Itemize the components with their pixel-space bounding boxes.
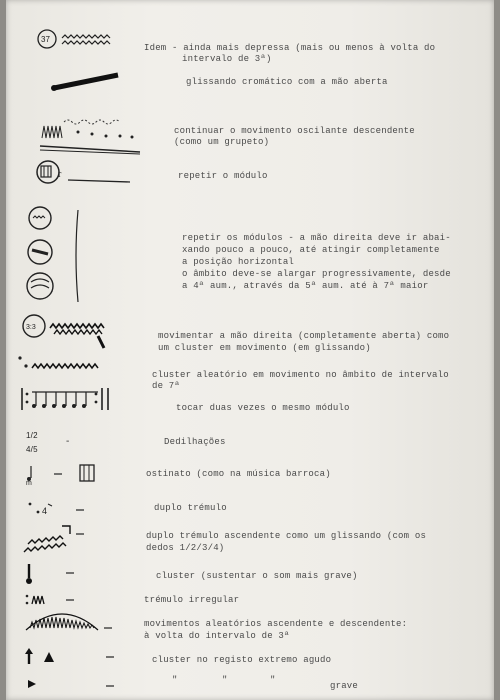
circled-number: 37 bbox=[41, 35, 50, 44]
entry-8-line-1: tocar duas vezes o mesmo módulo bbox=[176, 403, 350, 413]
entry-15-line-2: à volta do intervalo de 3ª bbox=[144, 631, 290, 641]
aleatoric-arch-icon bbox=[22, 604, 122, 639]
entry-7-line-2: de 7ª bbox=[152, 381, 181, 391]
repeat-mark: r bbox=[58, 169, 62, 180]
entry-6-line-1: movimentar a mão direita (completamente aberta) como bbox=[158, 331, 450, 341]
extreme-high-cluster-icon bbox=[24, 646, 124, 671]
entry-11-line-1: duplo trémulo bbox=[154, 503, 227, 513]
ditto-mark-3: " bbox=[270, 675, 276, 685]
entry-3-line-2: (como um grupeto) bbox=[174, 137, 270, 147]
tremolo-digit: 4 bbox=[42, 506, 48, 516]
svg-text:m: m bbox=[26, 480, 32, 487]
fingering-fraction-bottom: 4/5 bbox=[26, 445, 38, 454]
entry-6-line-2: um cluster em movimento (em glissando) bbox=[158, 343, 371, 353]
entry-14-line-1: trémulo irregular bbox=[144, 595, 240, 605]
repeat-twice-icon bbox=[18, 384, 114, 419]
repeat-module-icon bbox=[34, 158, 134, 195]
entry-5-line-1: repetir os módulos - a mão direita deve ir abai- bbox=[182, 233, 451, 243]
entry-5-line-3: a posição horizontal bbox=[182, 257, 295, 267]
oscillating-descending-icon bbox=[34, 108, 144, 161]
entry-3-line-1: continuar o movimento oscilante descendente bbox=[174, 126, 415, 136]
entry-9-dash: - bbox=[66, 436, 70, 447]
entry-12-line-2: dedos 1/2/3/4) bbox=[146, 543, 225, 553]
entry-16-line-1: cluster no registo extremo agudo bbox=[152, 655, 332, 665]
entry-4-line-1: repetir o módulo bbox=[178, 171, 268, 181]
circled-cluster-tremolo-icon bbox=[20, 314, 112, 359]
entry-15-line-1: movimentos aleatórios ascendente e descendente: bbox=[144, 619, 408, 629]
glissando-bar-icon bbox=[48, 70, 124, 97]
entry-1-line-1: Idem - ainda mais depressa (mais ou menos à volta do bbox=[144, 43, 436, 53]
entry-1-line-2: intervalo de 3ª) bbox=[182, 54, 272, 64]
entry-10-line-1: ostinato (como na música barroca) bbox=[146, 469, 331, 479]
ditto-mark-2: " bbox=[222, 675, 228, 685]
entry-5-line-4: o âmbito deve-se alargar progressivamente, desde bbox=[182, 269, 451, 279]
entry-5-line-2: xando pouco a pouco, até atingir completamente bbox=[182, 245, 440, 255]
document-page bbox=[6, 0, 494, 700]
circled-modules-icon bbox=[22, 204, 92, 309]
entry-12-line-1: duplo trémulo ascendente como um glissando (com os bbox=[146, 531, 427, 541]
extreme-low-cluster-icon bbox=[28, 676, 118, 699]
fingering-fraction-top: 1/2 bbox=[26, 431, 38, 440]
entry-7-line-1: cluster aleatório em movimento no âmbito de intervalo bbox=[152, 370, 449, 380]
entry-17-line-1: grave bbox=[330, 681, 359, 691]
circled-ratio: 3:3 bbox=[26, 324, 36, 331]
entry-2-line-1: glissando cromático com a mão aberta bbox=[186, 77, 388, 87]
sustained-cluster-icon bbox=[24, 562, 84, 591]
ostinato-module-icon bbox=[26, 462, 106, 491]
entry-5-line-5: a 4ª aum., através da 5ª aum. até à 7ª maior bbox=[182, 281, 429, 291]
circled-37-tremolo-icon bbox=[36, 28, 116, 59]
ascending-double-tremolo-icon bbox=[18, 522, 88, 561]
entry-13-line-1: cluster (sustentar o som mais grave) bbox=[156, 571, 358, 581]
entry-9-line-1: Dedilhações bbox=[164, 437, 226, 447]
ditto-mark-1: " bbox=[172, 675, 178, 685]
aleatoric-cluster-icon bbox=[16, 354, 110, 383]
